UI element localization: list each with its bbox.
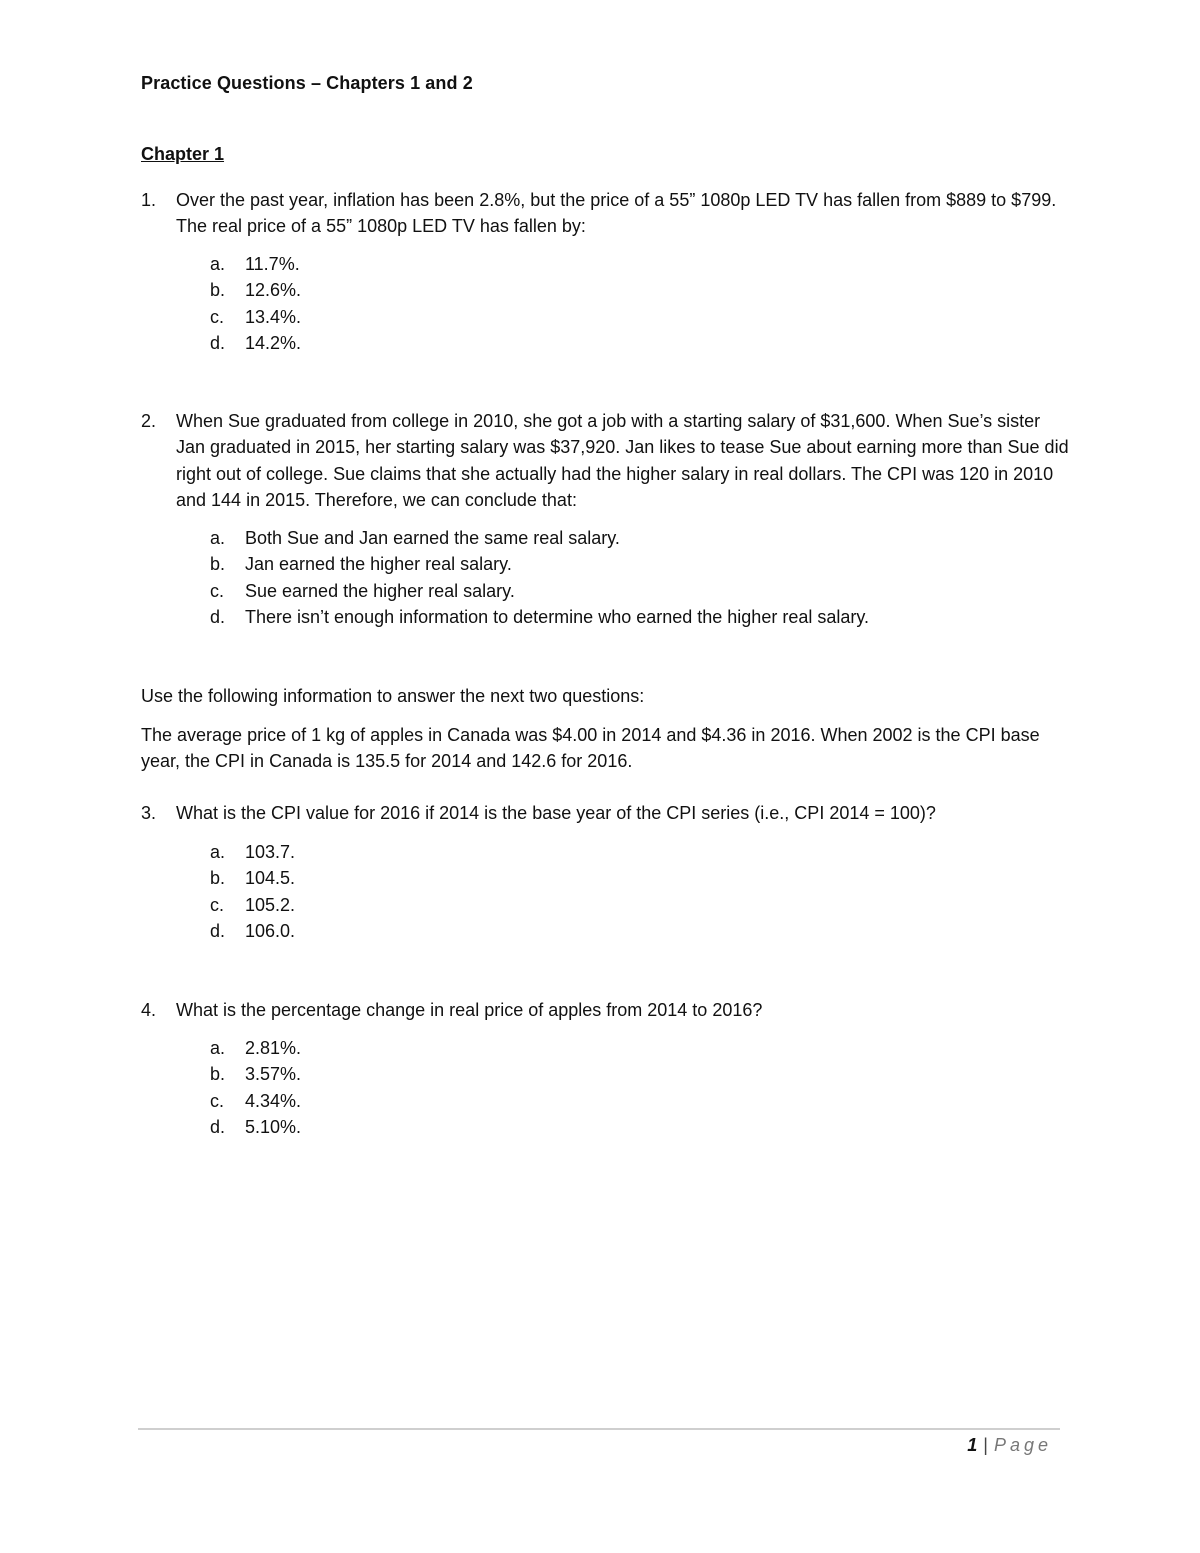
option-letter: c. bbox=[210, 306, 225, 327]
option-letter: b. bbox=[210, 868, 226, 889]
page-number: 1 bbox=[967, 1435, 978, 1455]
option-letter: d. bbox=[210, 920, 226, 941]
option-b bbox=[210, 277, 301, 303]
option-d bbox=[210, 330, 301, 356]
question-text: Over the past year, inflation has been 2.8%, but the price of a 55” 1080p LED TV has fallen from $889 to $799. The real price of a 55” 1080p LED TV has fallen by: bbox=[176, 190, 1057, 237]
option-letter: c. bbox=[210, 894, 225, 915]
option-b bbox=[210, 865, 295, 891]
question-4 bbox=[141, 997, 1071, 1023]
option-a bbox=[210, 251, 301, 277]
page-separator: | bbox=[983, 1435, 988, 1455]
option-text: 14.2%. bbox=[245, 332, 302, 353]
option-text: 11.7%. bbox=[245, 254, 300, 274]
question-number: 1. bbox=[141, 190, 157, 210]
option-text: 13.4%. bbox=[245, 306, 302, 327]
question-4-options bbox=[210, 1035, 301, 1140]
option-b bbox=[210, 1061, 301, 1087]
option-letter: c. bbox=[210, 1090, 225, 1111]
option-text: There isn’t enough information to determine who earned the higher real salary. bbox=[245, 606, 870, 627]
question-3-options bbox=[210, 839, 295, 944]
option-letter: d. bbox=[210, 606, 226, 627]
question-1-options bbox=[210, 251, 301, 356]
option-text: Sue earned the higher real salary. bbox=[245, 580, 515, 601]
footer-divider bbox=[138, 1428, 1060, 1430]
option-text: 103.7. bbox=[245, 842, 296, 862]
option-letter: c. bbox=[210, 580, 225, 601]
option-text: 105.2. bbox=[245, 894, 296, 915]
question-1 bbox=[141, 187, 1071, 240]
option-b bbox=[210, 551, 869, 577]
question-3 bbox=[141, 800, 1071, 826]
question-number: 3. bbox=[141, 803, 157, 823]
option-text: 4.34%. bbox=[245, 1090, 302, 1111]
option-letter: d. bbox=[210, 1116, 226, 1137]
option-text: 5.10%. bbox=[245, 1116, 302, 1137]
option-letter: d. bbox=[210, 332, 226, 353]
question-2-options bbox=[210, 525, 869, 630]
page-title: Practice Questions – Chapters 1 and 2 bbox=[141, 73, 473, 93]
question-text: When Sue graduated from college in 2010, she got a job with a starting salary of $31,600. When Sue’s sister Jan graduated in 2015, her starting salary was $37,920. Jan likes to tease Sue about earning more than Sue did right out of college. Sue claims that she actually had the higher salary in real dollars. The CPI was 120 in 2010 and 144 in 2015. Therefore, we can conclude that: bbox=[176, 411, 1069, 510]
option-letter: b. bbox=[210, 280, 226, 301]
option-d bbox=[210, 918, 295, 944]
option-letter: b. bbox=[210, 554, 226, 575]
question-text: What is the CPI value for 2016 if 2014 is the base year of the CPI series (i.e., CPI 2014 = 100)? bbox=[176, 803, 936, 823]
option-c bbox=[210, 304, 301, 330]
option-text: 3.57%. bbox=[245, 1064, 302, 1085]
option-text: 12.6%. bbox=[245, 280, 302, 301]
option-a bbox=[210, 525, 869, 551]
option-text: Both Sue and Jan earned the same real salary. bbox=[245, 528, 620, 548]
option-c bbox=[210, 1088, 301, 1114]
option-c bbox=[210, 578, 869, 604]
option-letter: a. bbox=[210, 528, 226, 548]
chapter-heading: Chapter 1 bbox=[141, 144, 225, 164]
option-letter: a. bbox=[210, 842, 226, 862]
shared-info-intro: Use the following information to answer the next two questions: bbox=[141, 686, 645, 706]
shared-info-details: The average price of 1 kg of apples in Canada was $4.00 in 2014 and $4.36 in 2016. When 2002 is the CPI base year, the CPI in Canada is 135.5 for 2014 and 142.6 for 2016. bbox=[141, 725, 1040, 772]
option-d bbox=[210, 1114, 301, 1140]
page-footer bbox=[967, 1435, 1052, 1456]
option-a bbox=[210, 1035, 301, 1061]
option-d bbox=[210, 604, 869, 630]
option-text: Jan earned the higher real salary. bbox=[245, 554, 512, 575]
question-number: 4. bbox=[141, 1000, 157, 1020]
option-text: 104.5. bbox=[245, 868, 296, 889]
option-letter: b. bbox=[210, 1064, 226, 1085]
question-number: 2. bbox=[141, 411, 157, 431]
option-c bbox=[210, 892, 295, 918]
question-text: What is the percentage change in real price of apples from 2014 to 2016? bbox=[176, 1000, 763, 1020]
option-letter: a. bbox=[210, 254, 226, 274]
option-text: 2.81%. bbox=[245, 1038, 302, 1058]
question-2 bbox=[141, 408, 1071, 513]
option-text: 106.0. bbox=[245, 920, 296, 941]
option-letter: a. bbox=[210, 1038, 226, 1058]
page-label: Page bbox=[993, 1435, 1052, 1455]
option-a bbox=[210, 839, 295, 865]
